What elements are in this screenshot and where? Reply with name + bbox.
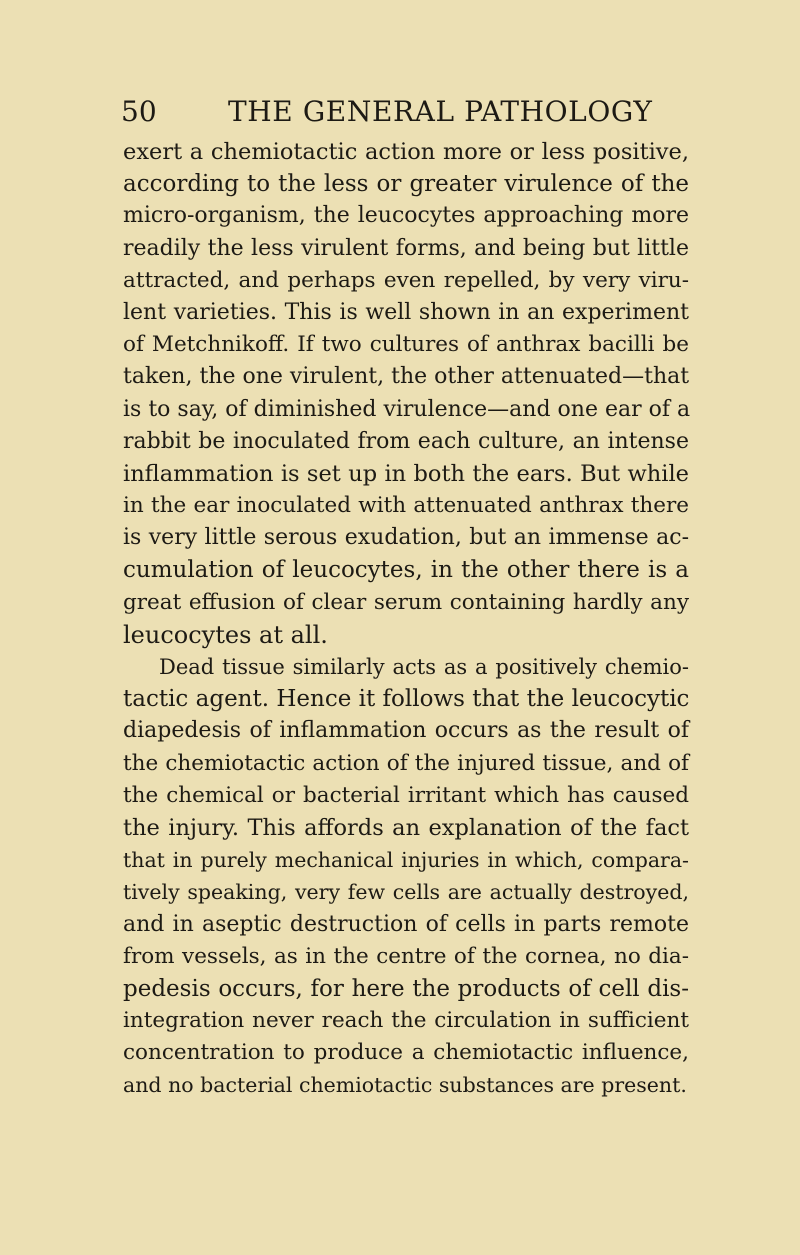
text-line: integration never reach the circulation in sufficient xyxy=(123,1008,689,1034)
text-line: is very little serous exudation, but an immense ac- xyxy=(123,525,689,551)
body-text xyxy=(123,136,689,1102)
text-line: the injury. This affords an explanation of the fact xyxy=(123,814,689,841)
paragraph-1 xyxy=(123,136,689,651)
text-line: leucocytes at all. xyxy=(123,620,328,649)
text-line: diapedesis of inflammation occurs as the result of xyxy=(123,718,689,744)
text-line: readily the less virulent forms, and being but little xyxy=(123,235,689,261)
text-line: concentration to produce a chemiotactic influence, xyxy=(123,1040,689,1066)
text-line: tively speaking, very few cells are actually destroyed, xyxy=(123,880,689,905)
text-line: cumulation of leucocytes, in the other there is a xyxy=(123,557,689,584)
paragraph-2 xyxy=(123,651,689,1102)
page-header xyxy=(121,92,681,132)
text-line: in the ear inoculated with attenuated anthrax there xyxy=(123,493,689,519)
text-line: inflammation is set up in both the ears. But while xyxy=(123,460,689,487)
text-line: and in aseptic destruction of cells in parts remote xyxy=(123,911,689,937)
text-line: pedesis occurs, for here the products of cell dis- xyxy=(123,975,689,1002)
running-head: THE GENERAL PATHOLOGY xyxy=(228,95,653,128)
text-line: of Metchnikoff. If two cultures of anthrax bacilli be xyxy=(123,332,689,358)
text-line: the chemical or bacterial irritant which has caused xyxy=(123,782,689,808)
text-line: from vessels, as in the centre of the cornea, no dia- xyxy=(123,943,689,969)
text-line: taken, the one virulent, the other attenuated—that xyxy=(123,364,690,390)
text-line: attracted, and perhaps even repelled, by very viru- xyxy=(123,267,689,293)
text-line: that in purely mechanical injuries in which, compara- xyxy=(123,848,689,873)
text-line: rabbit be inoculated from each culture, an intense xyxy=(123,428,689,454)
text-line: great effusion of clear serum containing hardly any xyxy=(123,589,689,615)
text-line: the chemiotactic action of the injured tissue, and of xyxy=(123,750,689,776)
text-line: Dead tissue similarly acts as a positively chemio- xyxy=(159,655,689,679)
text-line: according to the less or greater virulence of the xyxy=(123,171,689,198)
page-number: 50 xyxy=(121,95,157,128)
text-line: exert a chemiotactic action more or less positive, xyxy=(123,139,689,165)
text-line: lent varieties. This is well shown in an experiment xyxy=(123,299,689,325)
text-line: and no bacterial chemiotactic substances are present. xyxy=(123,1073,687,1098)
text-line: micro-organism, the leucocytes approaching more xyxy=(123,203,689,229)
text-line: tactic agent. Hence it follows that the leucocytic xyxy=(123,686,690,713)
text-line: is to say, of diminished virulence—and one ear of a xyxy=(123,396,691,422)
